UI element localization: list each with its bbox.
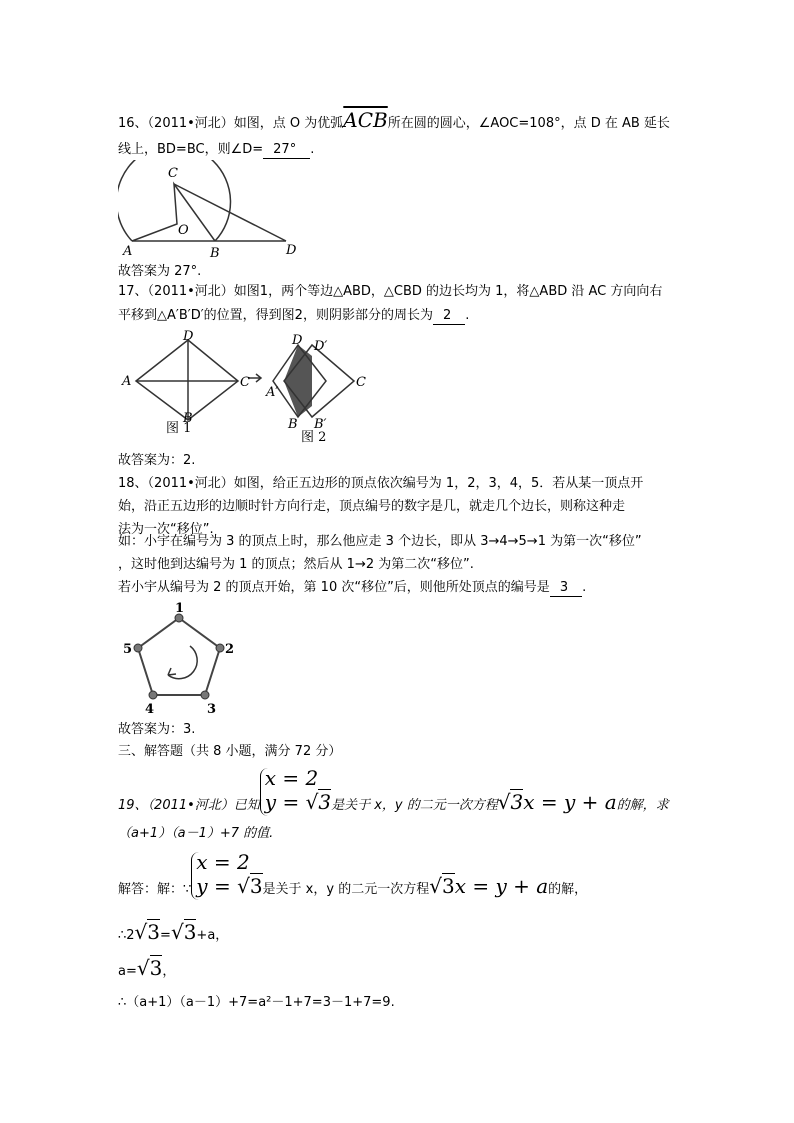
- q19-solution-line1: 解答：解：∵x = 2 y = √3是关于 x，y 的二元一次方程√3x = y + a的解，: [118, 850, 588, 898]
- sqrt-3: 3: [183, 920, 197, 944]
- t: =: [160, 928, 171, 943]
- sol-prefix: 解答：解：∵: [118, 882, 192, 897]
- equation-system: x = 2 y = √3: [260, 768, 331, 816]
- q18-text: 若小宇从编号为 2 的顶点开始，第 10 次“移位”后，则他所处顶点的编号是: [118, 580, 550, 595]
- vertex-1: 1: [175, 601, 185, 616]
- q17-line2: [118, 308, 469, 325]
- q18-end: .: [582, 580, 587, 595]
- label-d: D: [183, 329, 194, 344]
- label-c: C: [356, 375, 366, 390]
- q18-line5: ，这时他到达编号为 1 的顶点；然后从 1→2 为第二次“移位”.: [118, 557, 474, 572]
- sqrt-3: 3: [149, 956, 163, 980]
- label-a: A: [122, 374, 132, 389]
- q17-answer-blank: 2: [433, 308, 465, 325]
- t: ，: [162, 964, 176, 979]
- q16-circle-figure: [118, 160, 318, 260]
- q19-step3: ∴（a+1）（a－1）+7=a²－1+7=3－1+7=9.: [118, 995, 395, 1010]
- q18-answer-blank: 3: [550, 580, 582, 597]
- q16-text2: 所在圆的圆心，∠AOC=108°，点 D 在 AB 延长: [387, 116, 670, 131]
- vertex-5: 5: [123, 642, 133, 657]
- sys-eq1: x = 2: [196, 850, 250, 874]
- q18-answer: 故答案为：3.: [118, 722, 196, 737]
- equation-system: x = 2 y = √3: [191, 852, 262, 900]
- sqrt-3: 3: [441, 874, 455, 898]
- label-d: D: [292, 333, 303, 348]
- q19-line2: （a+1）（a－1）+7 的值.: [118, 826, 274, 841]
- label-a: A: [123, 244, 133, 259]
- sqrt-3: 3: [510, 790, 524, 814]
- q16-end: .: [310, 142, 315, 157]
- label-d: D: [286, 243, 297, 258]
- label-o: O: [178, 223, 189, 238]
- vertex-2: 2: [225, 642, 235, 657]
- fig1-caption: 图 1: [166, 421, 192, 436]
- sqrt-3: 3: [249, 874, 263, 898]
- sqrt-3: 3: [147, 920, 161, 944]
- q18-line1: 18、（2011•河北）如图，给正五边形的顶点依次编号为 1，2，3，4，5．若从某一顶点开: [118, 476, 644, 491]
- q16-answer: 故答案为 27°.: [118, 264, 202, 279]
- label-c: C: [240, 375, 250, 390]
- sys-eq2: y =: [196, 874, 238, 898]
- t: +a，: [196, 928, 229, 943]
- label-b: B: [288, 417, 298, 432]
- section-heading: 三、解答题（共 8 小题，满分 72 分）: [118, 744, 342, 759]
- label-b: B: [210, 246, 220, 260]
- q18-line2: 始，沿正五边形的边顺时针方向行走，顶点编号的数字是几，就走几个边长，则称这种走: [118, 499, 626, 514]
- sqrt-3: 3: [318, 790, 332, 814]
- q17-line1: 17、（2011•河北）如图1，两个等边△ABD，△CBD 的边长均为 1，将△ABD 沿 AC 方向向右: [118, 284, 663, 299]
- equation: x = y + a: [454, 874, 549, 898]
- t: ∴2: [118, 928, 135, 943]
- q17-answer: 故答案为：2.: [118, 453, 196, 468]
- arc-acb: $\overline{ACB}$: [343, 108, 388, 132]
- q19-step2: a=√3，: [118, 956, 176, 980]
- sol-suffix: 的解，: [548, 882, 588, 897]
- label-b-prime: B′: [314, 417, 327, 432]
- vertex-4: 4: [145, 702, 155, 717]
- q19-line1: 19、（2011•河北）已知x = 2 y = √3是关于 x，y 的二元一次方程√3x = y + a的解，求: [118, 766, 669, 814]
- q17-end: .: [465, 308, 470, 323]
- sys-eq2: y =: [264, 790, 306, 814]
- q19-prefix: 19、（2011•河北）已知: [118, 798, 260, 813]
- q19-suffix: 的解，求: [616, 798, 669, 813]
- fig2-caption: 图 2: [301, 430, 327, 445]
- q18-line6: [118, 580, 586, 597]
- sol-mid: 是关于 x，y 的二元一次方程: [262, 882, 430, 897]
- q16-answer-blank: 27°: [263, 142, 310, 159]
- t: a=: [118, 964, 137, 979]
- q16-text3: 线上，BD=BC，则∠D=: [118, 142, 264, 157]
- vertex-3: 3: [207, 702, 217, 717]
- label-d-prime: D′: [314, 339, 328, 354]
- q19-mid: 是关于 x，y 的二元一次方程: [331, 798, 498, 813]
- equation: x = y + a: [523, 790, 617, 814]
- q18-line3: 法为一次“移位”.: [118, 522, 214, 537]
- q17-text: 平移到△A′B′D′的位置，得到图2，则阴影部分的周长为: [118, 308, 433, 323]
- q19-step1: ∴2√3=√3+a，: [118, 920, 229, 944]
- q18-pentagon-figure: [118, 600, 248, 718]
- sys-eq1: x = 2: [264, 766, 319, 790]
- q16-line2: [118, 142, 314, 159]
- label-c: C: [168, 166, 178, 181]
- label-b: B: [183, 411, 193, 426]
- q16-line1: [118, 108, 670, 132]
- label-a-prime: A′: [266, 385, 279, 400]
- q17-rhombus-figures: [118, 328, 378, 448]
- q16-text: 16、（2011•河北）如图，点 O 为优弧: [118, 116, 344, 131]
- q18-line4: 如：小宇在编号为 3 的顶点上时，那么他应走 3 个边长，即从 3→4→5→1 为第一次“移位”: [118, 534, 642, 549]
